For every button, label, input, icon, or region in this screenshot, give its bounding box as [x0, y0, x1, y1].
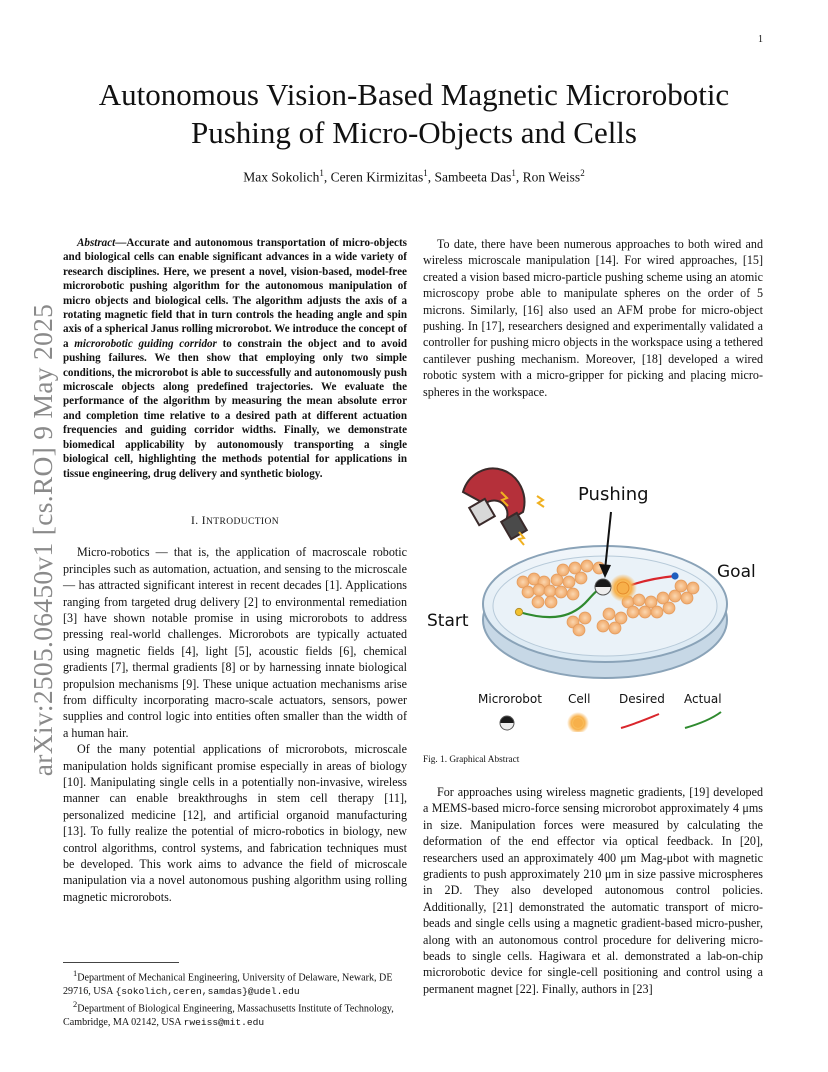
legend-desired-line — [621, 714, 659, 728]
paragraph: Of the many potential applications of microrobots, microscale manipulation holds significant promise especially in areas of biology [10]. Manipulating single cells in a potentially non-invasive, wireless manner can enable breakthroughs in stem cell therapy [11], personalized medicine [12], and artificial organoid manufacturing [13]. To fully realize the potential of micro-robotics in biology, new control algorithms, control systems, and fabrication techniques must be developed. This work aims to advance the field of microscale manipulation via a novel autonomous pushing algorithm using rolling magnetic microrobots. — [63, 742, 407, 904]
author: Ceren Kirmizitas — [330, 169, 424, 185]
microrobot-icon — [595, 579, 611, 595]
affiliation-mark: 2 — [580, 168, 585, 178]
section-title: NTRODUCTION — [206, 516, 280, 527]
section-heading-introduction — [63, 513, 407, 530]
affiliation-mark: 1 — [319, 168, 324, 178]
right-column-top — [423, 236, 763, 400]
figure-graphical-abstract — [423, 432, 763, 732]
affiliation-mark: 1 — [423, 168, 428, 178]
legend-actual-label: Actual — [684, 692, 722, 706]
label-goal: Goal — [717, 562, 756, 582]
section-numeral: I. I — [190, 514, 206, 527]
paragraph: Micro-robotics — that is, the application of macroscale robotic principles such as automation, actuation, and sensing to the microscale — has attracted significant interest in recent decades [1]. Applications ranging from targeted drug delivery [2] to environmental remediation [3] have shown notable promise in using microrobots to address pressing real-world challenges. Microrobots are typically actuated using magnetic fields [4], light [5], acoustic fields [6], chemical gradients [7], thermal gradients [8] or by harnessing innate biological propulsion mechanisms [9]. These unique actuation mechanisms arise from difficulty incorporating macro-scale actuators, sensors, power supplies and control logic into entities often smaller than the width of a human hair. — [63, 545, 407, 740]
arxiv-identifier: arXiv:2505.06450v1 [cs.RO] 9 May 2025 — [27, 303, 58, 777]
horseshoe-magnet-icon — [463, 468, 544, 545]
footnote-mark: 2 — [73, 1000, 78, 1010]
footnote-rule — [63, 962, 179, 963]
paper-title: Autonomous Vision-Based Magnetic Microrobotic Pushing of Micro-Objects and Cells — [98, 77, 730, 150]
footnote — [63, 998, 407, 1029]
footnote-text: Department of Mechanical Engineering, University of Delaware, Newark, DE 29716, USA — [63, 972, 393, 997]
footnote-email[interactable]: rweiss@mit.edu — [183, 1016, 265, 1028]
author-list: Max Sokolich$^1$, Ceren Kirmizitas$^1$, Sambeeta Das$^1$, Ron Weiss$^2$ — [243, 168, 585, 185]
footnote-mark: 1 — [73, 969, 78, 978]
abstract-text: —Accurate and autonomous transportation of micro-objects and biological cells can enable significant advances in a wide variety of research disciplines. Here, we present a novel, vision-based, model-free microrobotic pushing algorithm for the autonomous manipulation of micro objects and biological cells. The algorithm adjusts the axis of a rotating magnetic field that in turn controls the heading angle and spin axis of a spherical Janus rolling microrobot. We introduce the concept of a — [63, 237, 407, 350]
left-column — [63, 236, 407, 905]
legend-cell-core — [573, 718, 583, 728]
graphical-abstract-illustration — [423, 432, 763, 732]
abstract-label: Abstract — [77, 237, 116, 249]
goal-marker — [671, 572, 678, 579]
footnote — [63, 967, 407, 998]
pushed-cell-core — [617, 582, 629, 594]
label-start: Start — [427, 611, 469, 631]
footnotes — [63, 962, 407, 1029]
start-marker — [515, 608, 522, 615]
legend-microrobot-label: Microrobot — [478, 692, 542, 706]
right-column-bottom — [423, 784, 763, 997]
legend-actual-line — [685, 712, 721, 728]
author: Max Sokolich — [243, 169, 320, 185]
abstract-text: to constrain the object and to avoid pushing failures. We then show that employing only two simple conditions, the microrobot is able to successfully and autonomously push microscale objects along predefined trajectories. We evaluate the performance of the algorithm by measuring the mean absolute error and completion time relative to a desired path at different actuation frequencies and guiding corridor widths. Finally, we demonstrate biomedical applicability by autonomously transporting a single biological cell, highlighting the methods potential for applications in tissue engineering, drug delivery and synthetic biology. — [63, 337, 408, 480]
label-pushing: Pushing — [578, 484, 649, 505]
page-number: 1 — [758, 34, 763, 45]
author: Sambeeta Das — [434, 169, 512, 185]
legend-desired-label: Desired — [619, 692, 665, 706]
author: Ron Weiss — [522, 169, 581, 185]
figure-caption: Fig. 1. Graphical Abstract — [423, 755, 520, 765]
paragraph: For approaches using wireless magnetic gradients, [19] developed a MEMS-based micro-force sensing microrobot approximately 4 μms in size. Manipulation forces were measured by calculating the deformation of the end effector via optical feedback. In [20], researchers used an approximately 400 μm Mag-μbot with magnetic gradients to push approximately 210 μm in size passive microspheres in 2D. They also developed autonomous control policies. Additionally, [21] demonstrated the automatic transport of micro-beads and single cells using a magnetic gradient-based micro-pusher, along with an autonomous control procedure for delivering micro-beads to single cells. Hagiwara et al. demonstrated a lab-on-chip microrobotic device for single-cell positioning and control using a permanent magnet [22]. Finally, authors in [23] — [423, 785, 763, 996]
abstract — [63, 236, 407, 481]
affiliation-mark: 1 — [511, 168, 516, 178]
legend-cell-label: Cell — [568, 692, 591, 706]
legend-microrobot-icon — [500, 716, 514, 730]
abstract-emphasis: microrobotic guiding corridor — [74, 337, 217, 350]
footnote-email[interactable]: {sokolich,ceren,samdas}@udel.edu — [115, 985, 300, 997]
footnote-text: Department of Biological Engineering, Massachusetts Institute of Technology, Cambridge, MA 02142, USA — [63, 1003, 394, 1028]
paragraph: To date, there have been numerous approaches to both wired and wireless microscale manipulation [14]. For wired approaches, [15] created a vision based micro-particle pushing scheme using an atomic microscopy probe able to manipulate spheres on the order of 5 microns. Similarly, [16] also used an AFM probe for micro-object pushing. In [17], researchers designed and experimentally validated a controller for pushing micro objects in the workspace using a tethered cantilever pushing mechanism. Moreover, [18] developed a wired robotic system with a micro-gripper for picking and placing micro-spheres in the workspace. — [423, 237, 763, 399]
